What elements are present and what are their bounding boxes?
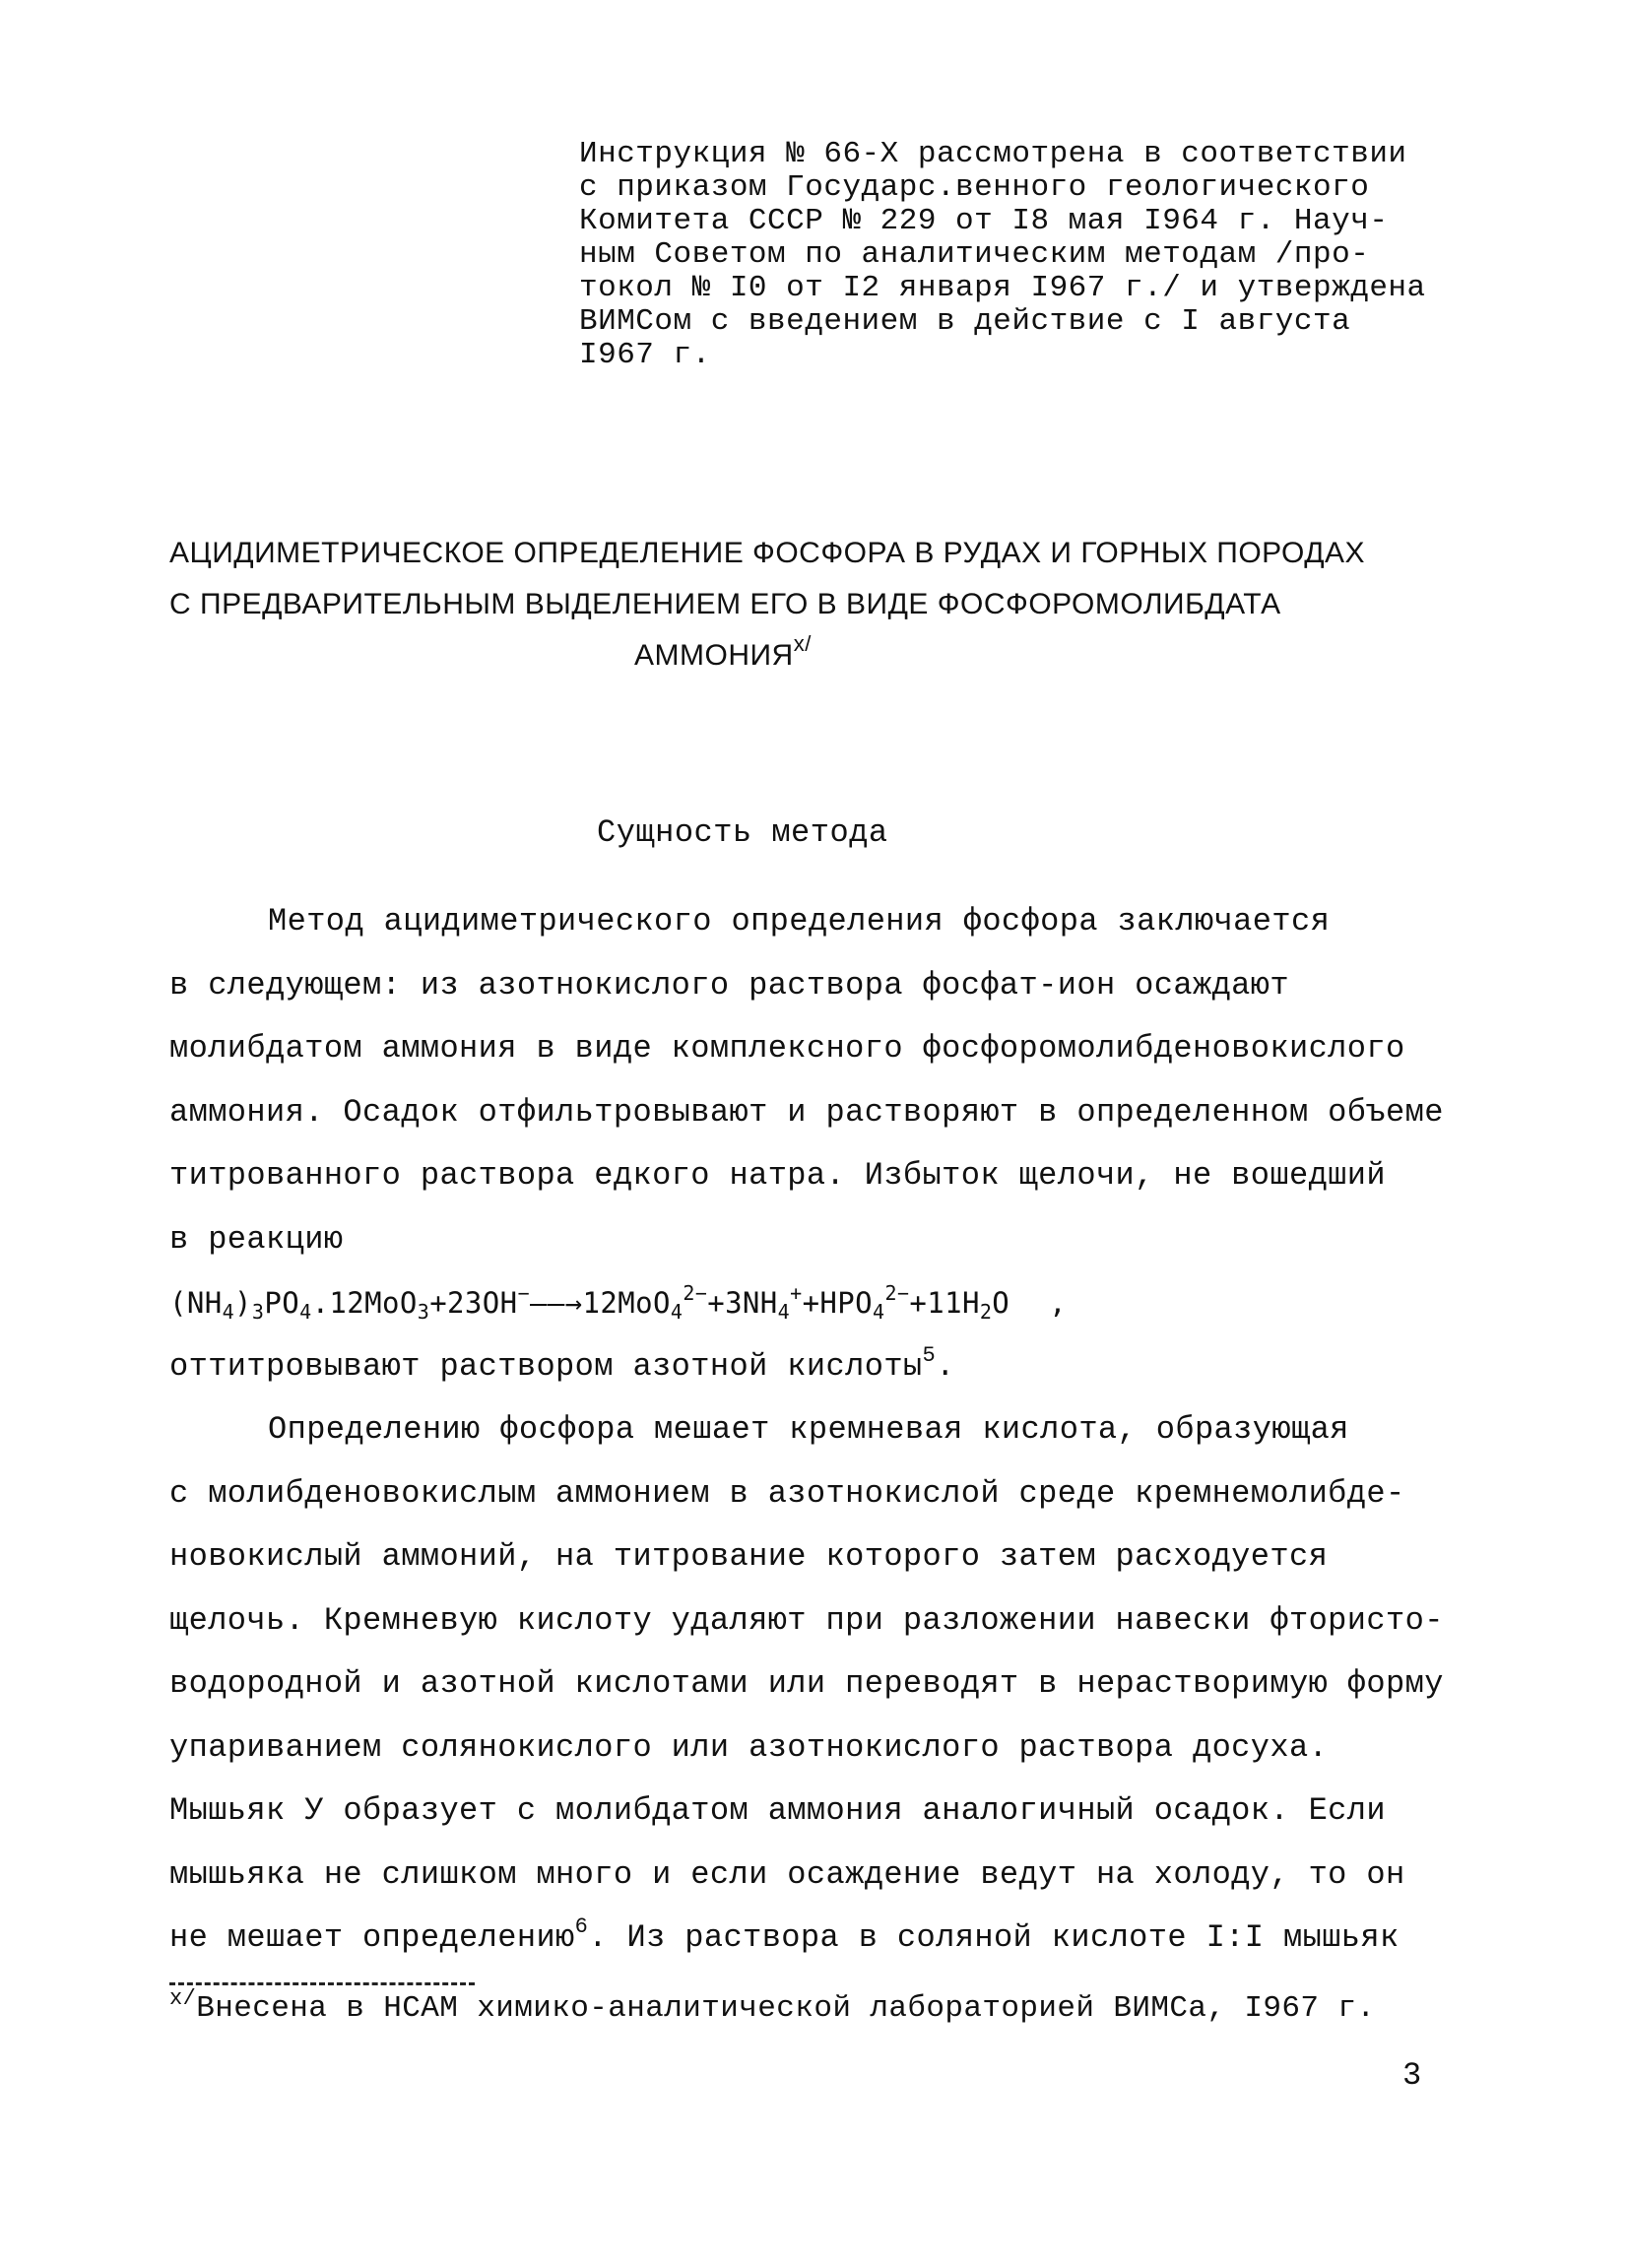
footnote-text: Внесена в НСАМ химико-аналитической лабораторией ВИМСа, I967 г. (196, 1991, 1376, 2026)
paragraph-line: Мышьяк У образует с молибдатом аммония аналогичный осадок. Если (169, 1792, 1386, 1829)
formula-superscript: 2− (884, 1281, 910, 1305)
paragraph-line: водородной и азотной кислотами или переводят в нерастворимую форму (169, 1665, 1444, 1702)
formula-part: +11H (909, 1286, 980, 1320)
paragraph-text: . Из раствора в соляной кислоте I:I мышьяк (588, 1919, 1400, 1956)
formula-superscript: 2− (683, 1281, 708, 1305)
footnote-marker: x/ (169, 1986, 197, 2011)
paragraph-line: мышьяка не слишком много и если осаждение ведут на холоду, то он (169, 1855, 1405, 1893)
paragraph-line: молибдатом аммония в виде комплексного фосфоромолибденовокислого (169, 1030, 1405, 1067)
formula-part: ) (234, 1286, 252, 1320)
reference-number: 5 (922, 1342, 937, 1368)
paragraph-text: оттитровывают раствором азотной кислоты (169, 1347, 923, 1385)
approval-note-line: I967 г. (579, 338, 711, 372)
reaction-arrow: ——→ (529, 1286, 583, 1320)
paragraph-text: . (936, 1347, 955, 1385)
formula-part: +3NH (707, 1286, 778, 1320)
formula-comma: , (1049, 1286, 1068, 1320)
formula-part: (NH (169, 1286, 223, 1320)
body-text (169, 890, 1469, 1971)
formula-subscript: 4 (222, 1300, 235, 1324)
formula-part: PO (264, 1286, 300, 1320)
paragraph-line (169, 1907, 1469, 1971)
approval-note-line: ВИМСом с введением в действие с I августа (579, 304, 1351, 339)
formula-part: 12MoO (582, 1286, 671, 1320)
title-line-3 (169, 630, 1450, 681)
approval-note-line: Комитета СССР № 229 от I8 мая I964 г. Науч- (579, 204, 1389, 238)
paragraph-line: в следующем: из азотнокислого раствора фосфат-ион осаждают (169, 966, 1289, 1004)
formula-subscript: 3 (417, 1300, 430, 1324)
paragraph-line: титрованного раствора едкого натра. Избыток щелочи, не вошедший (169, 1157, 1386, 1194)
formula-part: O (992, 1286, 1010, 1320)
reference-number: 6 (574, 1914, 589, 1939)
paragraph-text: не мешает определению (169, 1919, 575, 1956)
approval-note-line: с приказом Государс.венного геологического (579, 170, 1370, 205)
formula-superscript: − (517, 1281, 530, 1305)
paragraph-line (169, 1335, 1469, 1399)
formula-subscript: 2 (979, 1300, 993, 1324)
paragraph-line: упариванием солянокислого или азотнокислого раствора досуха. (169, 1728, 1329, 1766)
formula-subscript: 4 (777, 1300, 791, 1324)
approval-note (579, 138, 1465, 372)
title-line-3-text: АММОНИЯ (634, 639, 794, 672)
document-title (169, 528, 1450, 681)
footnote-separator (169, 1982, 475, 1985)
reaction-equation (169, 1271, 1469, 1335)
page-number: 3 (1402, 2057, 1422, 2094)
footnote-marker: x/ (793, 631, 812, 656)
paragraph-line: с молибденовокислым аммонием в азотнокислой среде кремнемолибде- (169, 1474, 1405, 1512)
paragraph-line: Определению фосфора мешает кремневая кислота, образующая (268, 1411, 1349, 1448)
section-heading: Сущность метода (597, 814, 888, 851)
paragraph-line: новокислый аммоний, на титрование которого затем расходуется (169, 1538, 1329, 1575)
paragraph-line: аммония. Осадок отфильтровывают и растворяют в определенном объеме (169, 1093, 1444, 1131)
formula-part: .12MoO (311, 1286, 418, 1320)
title-line-1: АЦИДИМЕТРИЧЕСКОЕ ОПРЕДЕЛЕНИЕ ФОСФОРА В РУДАХ И ГОРНЫХ ПОРОДАХ (169, 537, 1366, 569)
paragraph-line: в реакцию (169, 1220, 344, 1258)
paragraph-line: щелочь. Кремневую кислоту удаляют при разложении навески фтористо- (169, 1601, 1444, 1639)
paragraph-line: Метод ацидиметрического определения фосфора заключается (268, 903, 1331, 940)
formula-subscript: 4 (670, 1300, 684, 1324)
approval-note-line: Инструкция № 66-X рассмотрена в соответствии (579, 137, 1407, 171)
formula-subscript: 4 (299, 1300, 312, 1324)
formula-subscript: 3 (251, 1300, 265, 1324)
footnote (169, 1986, 1376, 2029)
formula-part: +HPO (802, 1286, 874, 1320)
approval-note-line: токол № I0 от I2 января I967 г./ и утверждена (579, 271, 1426, 305)
formula-subscript: 4 (873, 1300, 885, 1324)
title-line-2: С ПРЕДВАРИТЕЛЬНЫМ ВЫДЕЛЕНИЕМ ЕГО В ВИДЕ ФОСФОРОМОЛИБДАТА (169, 588, 1281, 620)
formula-superscript: + (790, 1281, 803, 1305)
approval-note-line: ным Советом по аналитическим методам /про- (579, 237, 1370, 272)
formula-part: +23OH (429, 1286, 518, 1320)
